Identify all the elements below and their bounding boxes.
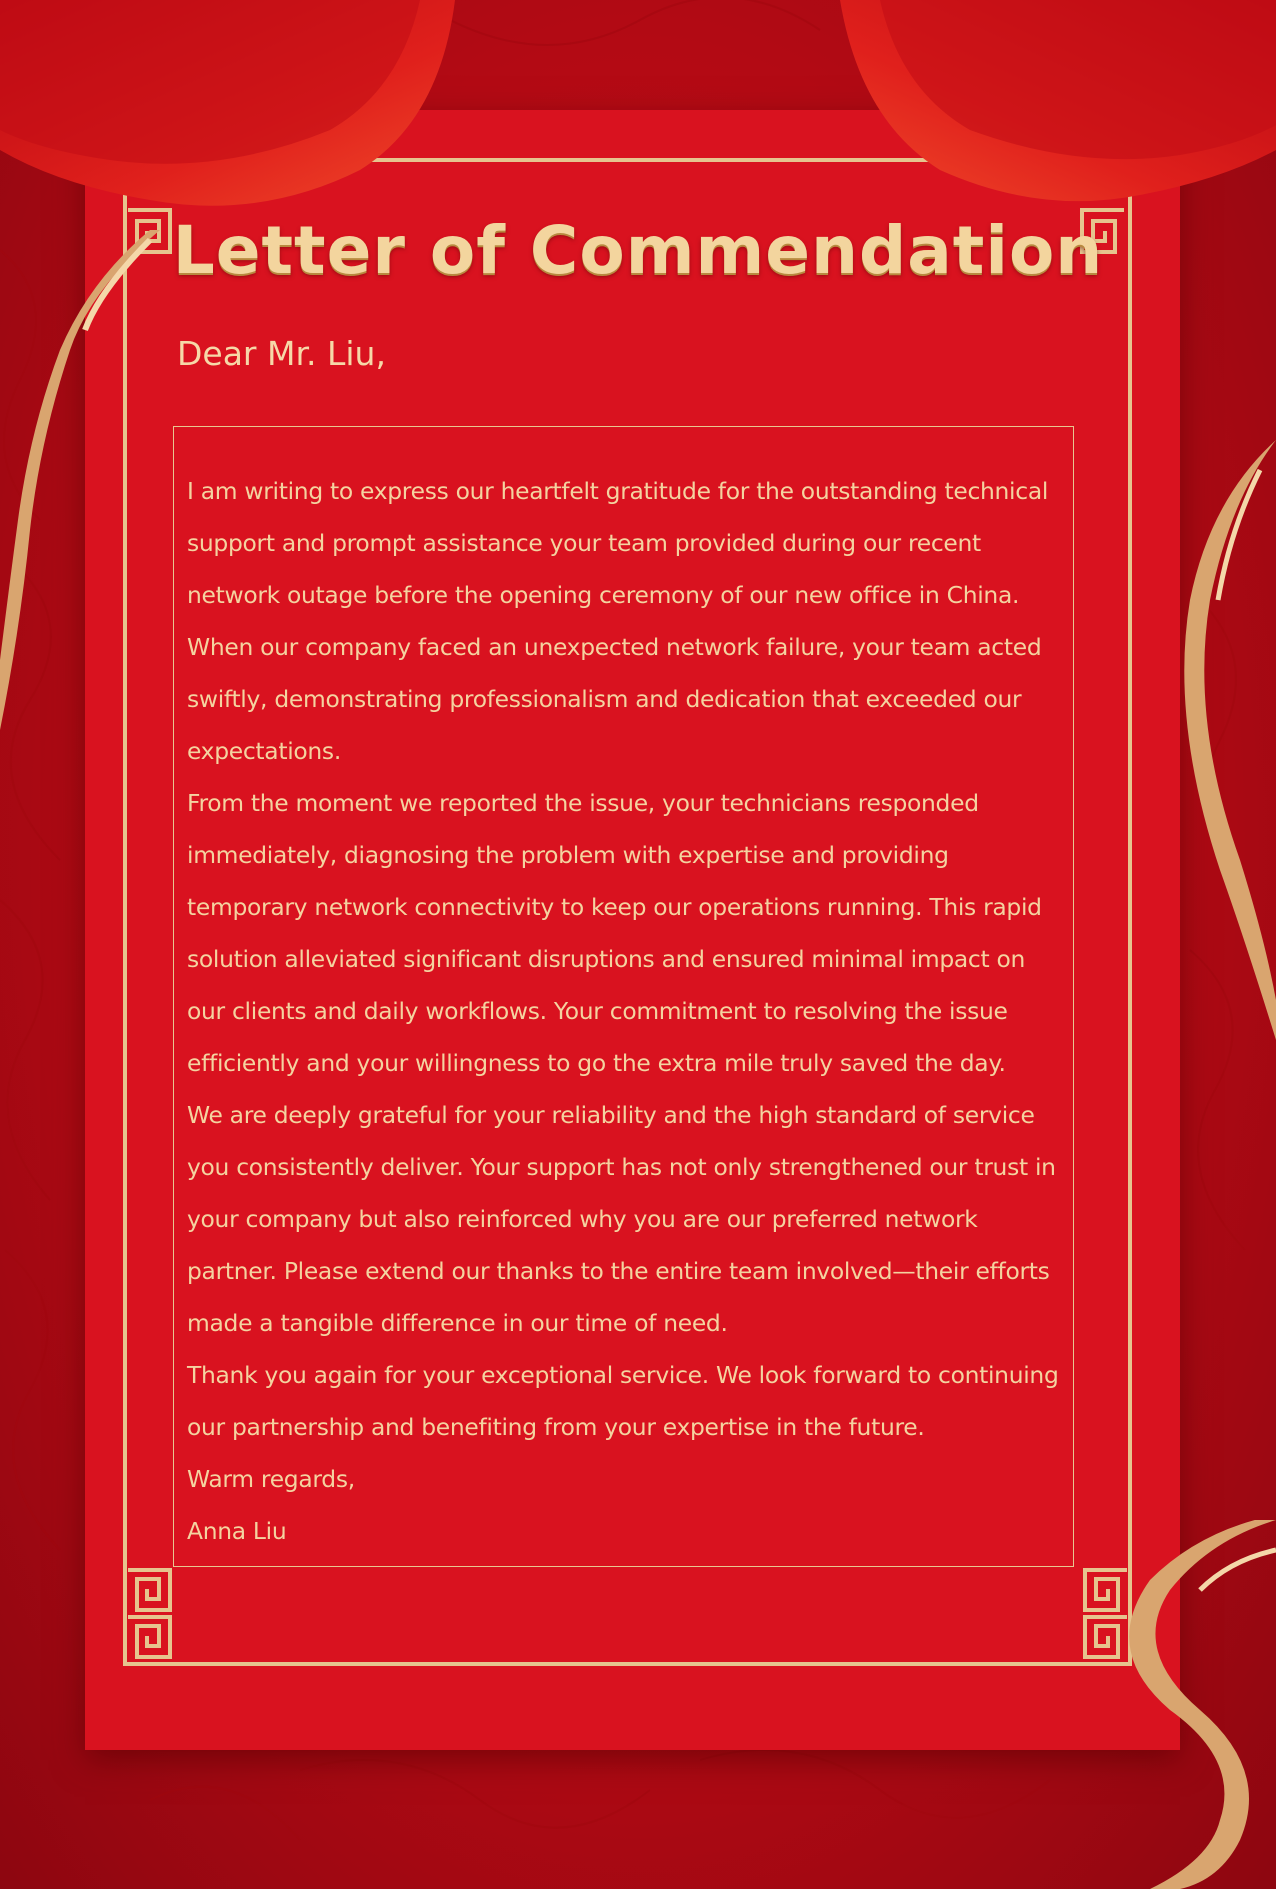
- letter-body-box: [173, 426, 1074, 1567]
- body-paragraph-1: I am writing to express our heartfelt gratitude for the outstanding technical support and prompt assistance your team provided during our recent network outage before the opening ceremony of our new office in China. When our company faced an unexpected network failure, your team acted swiftly, demonstrating professionalism and dedication that exceeded our expectations.: [187, 477, 1049, 765]
- closing: Warm regards,: [187, 1465, 355, 1493]
- body-paragraph-2: From the moment we reported the issue, your technicians responded immediately, diagnosing the problem with expertise and providing temporary network connectivity to keep our operations running. This rapid solution alleviated significant disruptions and ensured minimal impact on our clients and daily workflows. Your commitment to resolving the issue efficiently and your willingness to go the extra mile truly saved the day.: [187, 789, 1042, 1077]
- gold-ribbon-right-icon: [1150, 440, 1276, 1060]
- curtain-drape-icon: [0, 0, 1276, 230]
- fret-corner-bottom-left-icon: [125, 1565, 175, 1663]
- body-paragraph-4: Thank you again for your exceptional service. We look forward to continuing our partnership and benefiting from your expertise in the future.: [187, 1361, 1059, 1441]
- body-paragraph-3: We are deeply grateful for your reliability and the high standard of service you consistently deliver. Your support has not only strengthened our trust in your company but also reinforced why you are our preferred network partner. Please extend our thanks to the entire team involved—their efforts made a tangible difference in our time of need.: [187, 1101, 1056, 1337]
- signature: Anna Liu: [187, 1517, 287, 1545]
- gold-ribbon-bottom-right-icon: [1040, 1520, 1276, 1889]
- gold-ribbon-left-icon: [0, 230, 170, 750]
- letter-title: Letter of Commendation: [172, 212, 1104, 289]
- greeting: Dear Mr. Liu,: [177, 334, 386, 373]
